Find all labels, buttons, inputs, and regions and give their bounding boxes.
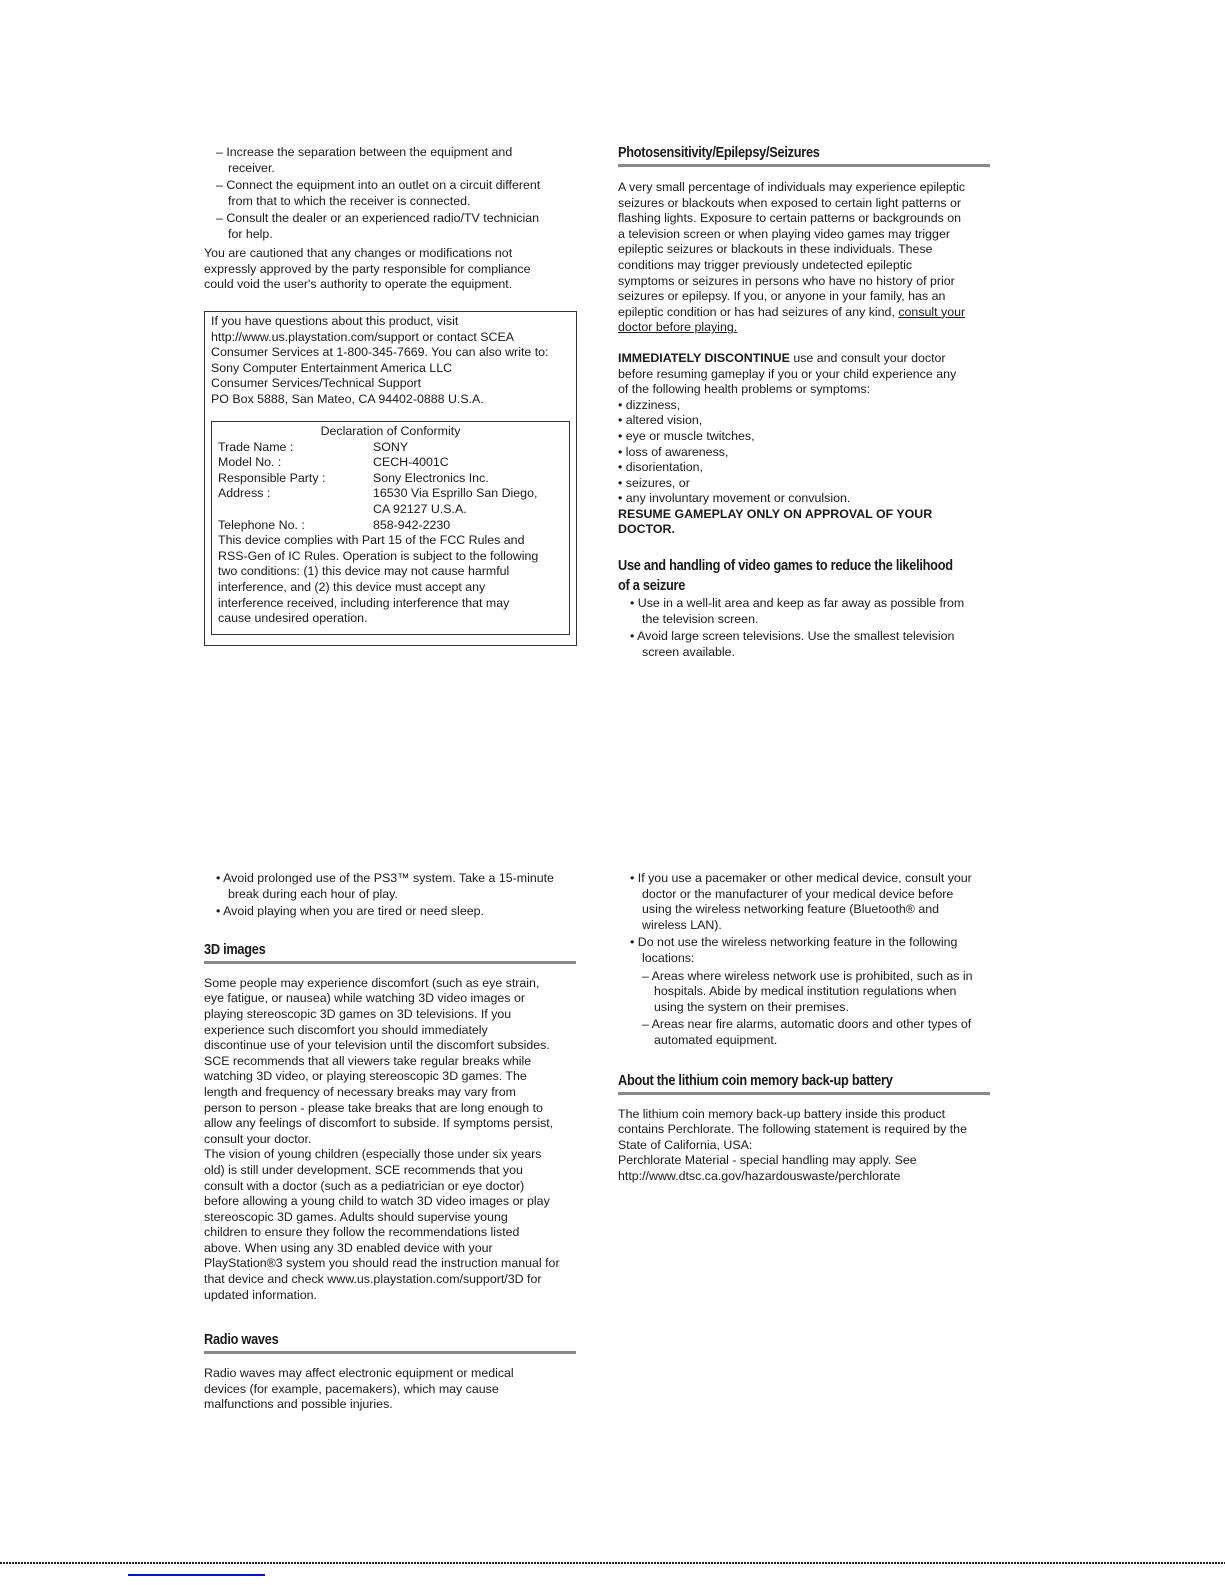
- text-line: State of California, USA:: [618, 1137, 753, 1152]
- heading-rule: [618, 1092, 990, 1095]
- text-line: A very small percentage of individuals may experience epileptic: [618, 180, 966, 194]
- text-line: locations:: [642, 950, 695, 965]
- page-break-line: [0, 1562, 1225, 1564]
- text-line: • If you use a pacemaker or other medical device, consult your: [630, 871, 972, 885]
- caution-paragraph: [204, 246, 576, 293]
- text-line: – Areas near fire alarms, automatic doors and other types of: [642, 1017, 972, 1032]
- row-label: Telephone No. :: [218, 517, 305, 532]
- radio-waves-paragraph: [204, 1366, 576, 1413]
- row-label: Responsible Party :: [218, 470, 326, 485]
- text-line: break during each hour of play.: [228, 886, 398, 901]
- text-line: seizures or blackouts when exposed to certain light patterns or: [618, 195, 961, 210]
- list-item: [216, 178, 576, 209]
- text-line: conditions may trigger previously undetected epileptic: [618, 257, 913, 272]
- resume-warning: [618, 507, 990, 538]
- text-line: doctor or the manufacturer of your medical device before: [642, 886, 954, 901]
- text-line: • any involuntary movement or convulsion.: [618, 491, 851, 506]
- text-line: • eye or muscle twitches,: [618, 428, 755, 443]
- text-line: for help.: [228, 226, 273, 241]
- text-line: that device and check www.us.playstation.com/support/3D for: [204, 1272, 542, 1287]
- text-line: http://www.dtsc.ca.gov/hazardouswaste/perchlorate: [618, 1168, 901, 1183]
- text-line: before resuming gameplay if you or your child experience any: [618, 366, 957, 381]
- left-bottom-section: [204, 871, 576, 1413]
- text-line: could void the user's authority to operate the equipment.: [204, 277, 513, 292]
- text-line: RESUME GAMEPLAY ONLY ON APPROVAL OF YOUR: [618, 506, 933, 521]
- seizure-heading-line1: Use and handling of video games to reduce the likelihood: [618, 558, 953, 575]
- text-line: The lithium coin memory back-up battery inside this product: [618, 1106, 946, 1121]
- text-line: • Avoid large screen televisions. Use the smallest television: [630, 629, 955, 644]
- text-line: interference received, including interference that may: [218, 595, 510, 610]
- text-line: hospitals. Abide by medical institution regulations when: [654, 984, 957, 999]
- list-item: [642, 1017, 990, 1048]
- row-value: Sony Electronics Inc.: [373, 470, 489, 485]
- text-line: using the system on their premises.: [654, 999, 849, 1014]
- row-value: CECH-4001C: [373, 455, 449, 470]
- row-label: [218, 502, 373, 518]
- text-line: the television screen.: [642, 611, 759, 626]
- text-line: – Increase the separation between the equipment and: [216, 145, 513, 159]
- text-line: • Do not use the wireless networking feature in the following: [630, 935, 958, 950]
- declaration-row: [218, 502, 569, 518]
- contact-box: [204, 311, 577, 646]
- text-line: flashing lights. Exposure to certain patterns or backgrounds on: [618, 211, 962, 226]
- text-line: • Avoid prolonged use of the PS3™ system. Take a 15-minute: [216, 871, 554, 885]
- immediately-paragraph: [618, 351, 990, 538]
- text-line: – Areas where wireless network use is prohibited, such as in: [642, 968, 973, 983]
- declaration-row: [218, 455, 569, 471]
- text-line: screen available.: [642, 644, 735, 659]
- text-line: contains Perchlorate. The following statement is required by the: [618, 1122, 967, 1137]
- text-line: Radio waves may affect electronic equipment or medical: [204, 1366, 514, 1381]
- text-line: experience such discomfort you should immediately: [204, 1022, 488, 1037]
- list-item: [630, 935, 990, 966]
- text-line: watching 3D video, or playing stereoscopic 3D games. The: [204, 1069, 527, 1084]
- text-line: • altered vision,: [618, 413, 703, 428]
- text-line: person to person - please take breaks that are long enough to: [204, 1100, 543, 1115]
- text-line: RSS-Gen of IC Rules. Operation is subject to the following: [218, 548, 539, 563]
- photosensitivity-heading: Photosensitivity/Epilepsy/Seizures: [618, 145, 820, 161]
- consult-doctor-underlined: doctor before playing.: [618, 320, 738, 335]
- text-line: consult with a doctor (such as a pediatrician or eye doctor): [204, 1178, 525, 1193]
- text-line: consult your doctor.: [204, 1131, 312, 1146]
- 3d-images-heading: 3D images: [204, 941, 266, 958]
- list-item: [630, 596, 990, 627]
- declaration-row: [218, 471, 569, 487]
- text-line: expressly approved by the party responsible for compliance: [204, 261, 531, 276]
- text-line: PlayStation®3 system you should read the instruction manual for: [204, 1256, 560, 1271]
- photosensitivity-section: [618, 143, 990, 662]
- list-item: [630, 871, 990, 933]
- photosensitivity-paragraph: [618, 180, 990, 336]
- symptoms-list: [618, 398, 990, 507]
- text-line: discontinue use of your television until the discomfort subsides.: [204, 1038, 550, 1053]
- list-item: [216, 871, 576, 902]
- row-value: CA 92127 U.S.A.: [373, 501, 467, 516]
- text-line: http://www.us.playstation.com/support or contact SCEA: [211, 329, 515, 344]
- battery-heading: About the lithium coin memory back-up battery: [618, 1072, 893, 1089]
- declaration-rows: [212, 440, 569, 534]
- text-line: from that to which the receiver is connected.: [228, 193, 471, 208]
- list-item: [216, 145, 576, 176]
- 3d-images-paragraph: [204, 976, 576, 1303]
- declaration-row: [218, 486, 569, 502]
- text-line: • loss of awareness,: [618, 444, 729, 459]
- contact-text: [211, 314, 549, 408]
- text-line: a television screen or when playing video games may trigger: [618, 226, 950, 241]
- text-line: seizures or epilepsy. If you, or anyone in your family, has an: [618, 289, 946, 304]
- text-line: two conditions: (1) this device may not cause harmful: [218, 564, 510, 579]
- text-line: • dizziness,: [618, 397, 681, 412]
- list-item: [642, 969, 990, 1016]
- text-line: – Connect the equipment into an outlet on a circuit different: [216, 178, 541, 193]
- text-span: use and consult your doctor: [789, 350, 946, 365]
- text-line: length and frequency of necessary breaks may vary from: [204, 1084, 516, 1099]
- text-line: • Use in a well-lit area and keep as far away as possible from: [630, 596, 965, 611]
- text-line: epileptic seizures or blackouts in these individuals. These: [618, 242, 933, 257]
- text-line: If you have questions about this product, visit: [211, 314, 459, 328]
- text-line: of the following health problems or symptoms:: [618, 382, 871, 397]
- radio-waves-heading: Radio waves: [204, 1332, 279, 1349]
- seizure-heading-line2: of a seizure: [618, 578, 686, 595]
- text-line: SCE recommends that all viewers take regular breaks while: [204, 1053, 532, 1068]
- text-line: [618, 305, 990, 321]
- text-line: • Avoid playing when you are tired or need sleep.: [216, 904, 484, 919]
- text-span: epileptic condition or has had seizures of any kind,: [618, 304, 899, 319]
- text-line: Some people may experience discomfort (such as eye strain,: [204, 975, 540, 990]
- declaration-row: [218, 440, 569, 456]
- text-line: – Consult the dealer or an experienced radio/TV technician: [216, 211, 540, 226]
- row-label: Trade Name :: [218, 439, 294, 454]
- row-label: Model No. :: [218, 455, 282, 470]
- text-line: eye fatigue, or nausea) while watching 3D video images or: [204, 991, 525, 1006]
- list-item: [216, 904, 576, 920]
- fcc-remedies-list: [216, 145, 576, 245]
- battery-paragraph: [618, 1107, 990, 1185]
- declaration-title: Declaration of Conformity: [320, 424, 461, 438]
- text-line: cause undesired operation.: [218, 611, 368, 626]
- row-value: 858-942-2230: [373, 517, 451, 532]
- text-line: stereoscopic 3D games. Adults should supervise young: [204, 1209, 508, 1224]
- consult-doctor-underlined: consult your: [898, 304, 966, 319]
- list-item: [216, 211, 576, 242]
- text-line: You are cautioned that any changes or modifications not: [204, 246, 513, 260]
- text-line: • disorientation,: [618, 460, 703, 475]
- text-line: above. When using any 3D enabled device with your: [204, 1240, 493, 1255]
- text-line: children to ensure they follow the recommendations listed: [204, 1225, 520, 1240]
- right-bottom-section: [618, 871, 990, 1185]
- heading-rule: [618, 164, 990, 167]
- text-line: PO Box 5888, San Mateo, CA 94402-0888 U.S.A.: [211, 391, 484, 406]
- text-line: allow any feelings of discomfort to subside. If symptoms persist,: [204, 1116, 554, 1131]
- text-line: using the wireless networking feature (Bluetooth® and: [642, 902, 940, 917]
- text-line: receiver.: [228, 160, 275, 175]
- row-value: SONY: [373, 439, 409, 454]
- row-value: 16530 Via Esprillo San Diego,: [373, 486, 538, 501]
- declaration-row: [218, 518, 569, 534]
- text-line: interference, and (2) this device must accept any: [218, 579, 486, 594]
- text-line: automated equipment.: [654, 1032, 778, 1047]
- declaration-text: [212, 533, 569, 627]
- text-line: This device complies with Part 15 of the FCC Rules and: [218, 533, 525, 548]
- text-line: • seizures, or: [618, 475, 690, 490]
- text-line: before allowing a young child to watch 3D video images or play: [204, 1194, 550, 1209]
- text-line: malfunctions and possible injuries.: [204, 1397, 393, 1412]
- text-line: Sony Computer Entertainment America LLC: [211, 360, 453, 375]
- immediately-bold: IMMEDIATELY DISCONTINUE: [618, 350, 790, 365]
- text-line: playing stereoscopic 3D games on 3D televisions. If you: [204, 1006, 512, 1021]
- text-line: updated information.: [204, 1287, 317, 1302]
- text-line: Consumer Services at 1-800-345-7669. You can also write to:: [211, 345, 549, 360]
- text-line: old) is still under development. SCE recommends that you: [204, 1162, 523, 1177]
- text-line: wireless LAN).: [642, 917, 722, 932]
- list-item: [630, 629, 990, 660]
- text-line: symptoms or seizures in persons who have no history of prior: [618, 273, 955, 288]
- text-line: devices (for example, pacemakers), which may cause: [204, 1381, 499, 1396]
- text-line: Perchlorate Material - special handling may apply. See: [618, 1153, 917, 1168]
- declaration-box: [211, 421, 570, 635]
- text-line: Consumer Services/Technical Support: [211, 376, 422, 391]
- link-underline: [128, 1574, 265, 1576]
- row-label: Address :: [218, 486, 271, 501]
- text-line: DOCTOR.: [618, 522, 675, 537]
- heading-rule: [204, 961, 576, 964]
- text-line: The vision of young children (especially those under six years: [204, 1147, 542, 1162]
- heading-rule: [204, 1351, 576, 1354]
